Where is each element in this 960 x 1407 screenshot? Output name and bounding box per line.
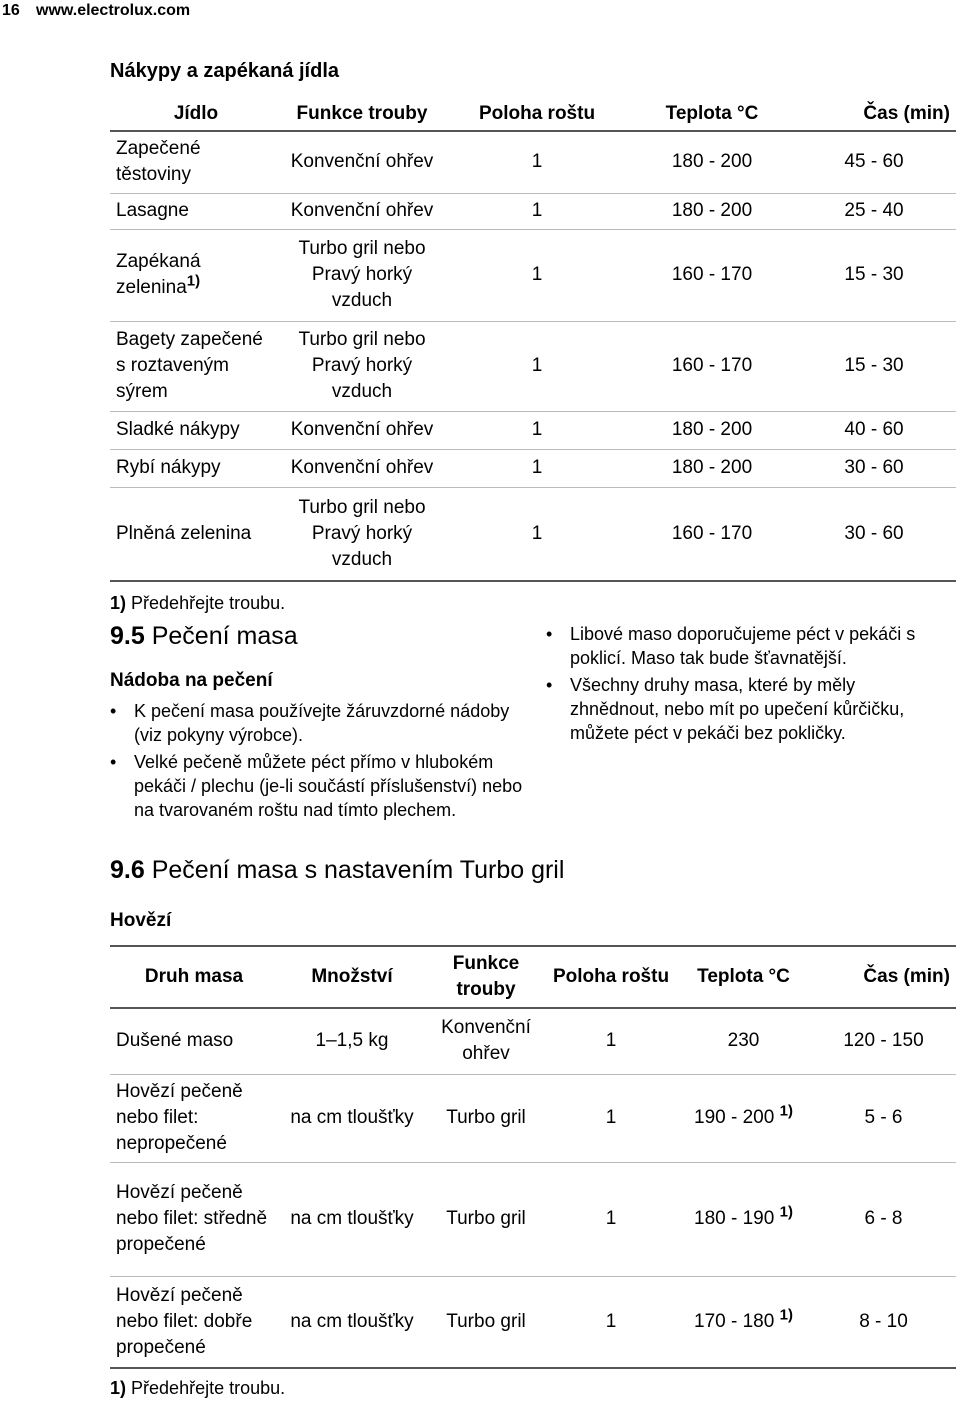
shelf-cell: 1 xyxy=(531,419,543,440)
column-header: Množství xyxy=(311,966,393,987)
table-row xyxy=(110,229,956,321)
food-cell xyxy=(110,229,282,321)
bullet-marker: • xyxy=(110,752,117,772)
function-cell: Turbo gril xyxy=(446,1310,526,1332)
food-cell: Rybí nákypy xyxy=(116,457,221,478)
list-item xyxy=(546,673,946,745)
section-number: 9.5 xyxy=(110,622,145,650)
shelf-cell: 1 xyxy=(531,355,543,376)
bullet-list-right xyxy=(546,622,946,748)
time-cell: 8 - 10 xyxy=(859,1310,908,1332)
column-header: Čas (min) xyxy=(863,966,950,987)
footnote-marker: 1) xyxy=(110,593,127,613)
section-title-bakes: Nákypy a zapékaná jídla xyxy=(110,60,340,82)
quantity-cell: na cm tloušťky xyxy=(290,1208,414,1229)
food-cell: Bagety zapečené s roztaveným sýrem xyxy=(116,329,263,402)
quantity-cell: na cm tloušťky xyxy=(290,1310,414,1332)
shelf-cell: 1 xyxy=(605,1208,617,1229)
bullet-marker: • xyxy=(546,675,553,695)
time-cell: 15 - 30 xyxy=(844,264,904,285)
footnote-marker: 1) xyxy=(186,272,201,290)
time-cell: 5 - 6 xyxy=(864,1107,903,1128)
time-cell: 45 - 60 xyxy=(844,151,904,173)
meat-cell: Hovězí pečeně nebo filet: dobře propečené xyxy=(116,1284,253,1358)
time-cell: 30 - 60 xyxy=(844,522,904,544)
food-label: Zapékaná zelenina xyxy=(116,251,201,298)
subsection-title-beef: Hovězí xyxy=(110,910,172,931)
list-item xyxy=(110,750,530,822)
time-cell: 15 - 30 xyxy=(844,355,904,376)
meat-cell: Hovězí pečeně nebo filet: nepropečené xyxy=(116,1081,243,1154)
list-item-text: Velké pečeně můžete péct přímo v hlubokém pekáči / plechu (je-li součástí příslušenství) nebo na tvarovaném roštu nad tímto plechem. xyxy=(134,752,523,820)
shelf-cell: 1 xyxy=(605,1310,617,1332)
temp-cell xyxy=(676,1008,811,1074)
column-header: Teplota °C xyxy=(665,102,759,124)
quantity-cell: 1–1,5 kg xyxy=(315,1030,389,1052)
column-header: Jídlo xyxy=(173,102,219,124)
temp-cell: 160 - 170 xyxy=(671,264,753,285)
temp-cell: 180 - 200 xyxy=(671,419,753,440)
food-cell: Lasagne xyxy=(116,200,189,221)
function-cell: Konvenční ohřev xyxy=(290,151,434,173)
column-header: Poloha roštu xyxy=(478,102,596,124)
temp-cell xyxy=(676,1276,811,1368)
list-item xyxy=(110,699,530,747)
section-title: Pečení masa s nastavením Turbo gril xyxy=(151,856,565,884)
time-cell: 120 - 150 xyxy=(843,1030,924,1052)
bullet-marker: • xyxy=(110,701,117,721)
shelf-cell: 1 xyxy=(605,1030,617,1052)
column-header: Funkce trouby xyxy=(452,953,520,1000)
column-header: Teplota °C xyxy=(697,966,790,987)
shelf-cell: 1 xyxy=(531,151,543,173)
time-cell: 6 - 8 xyxy=(864,1208,903,1229)
section-heading-turbo xyxy=(110,856,564,885)
temp-value: 230 xyxy=(727,1030,760,1052)
footnote-marker: 1) xyxy=(779,1203,793,1221)
table-row xyxy=(110,193,956,229)
footnote-text: Předehřejte troubu. xyxy=(131,1378,286,1398)
shelf-cell: 1 xyxy=(531,457,543,478)
shelf-cell: 1 xyxy=(531,522,543,544)
list-item-text: Všechny druhy masa, které by měly zhnědnout, nebo mít po upečení kůrčičku, můžete péct v pekáči bez pokličky. xyxy=(570,675,905,743)
footnote-marker: 1) xyxy=(779,1102,793,1120)
footnote-text: Předehřejte troubu. xyxy=(131,593,286,613)
shelf-cell: 1 xyxy=(531,264,543,285)
function-cell: Turbo gril nebo Pravý horký vzduch xyxy=(298,238,426,311)
subsection-title-dish: Nádoba na pečení xyxy=(110,670,273,691)
function-cell: Turbo gril nebo Pravý horký vzduch xyxy=(298,496,426,570)
time-cell: 25 - 40 xyxy=(844,200,904,221)
table-row xyxy=(110,487,956,581)
food-cell: Sladké nákypy xyxy=(116,419,240,440)
quantity-cell: na cm tloušťky xyxy=(290,1107,414,1128)
footnote xyxy=(110,1378,285,1399)
bullet-marker: • xyxy=(546,624,553,644)
list-item-text: Libové maso doporučujeme péct v pekáči s poklicí. Maso tak bude šťavnatější. xyxy=(570,624,916,668)
temp-cell: 180 - 200 xyxy=(671,457,753,478)
function-cell: Konvenční ohřev xyxy=(290,419,434,440)
column-header: Funkce trouby xyxy=(296,102,428,124)
page-number: 16 xyxy=(2,2,20,19)
function-cell: Turbo gril xyxy=(446,1107,526,1128)
temp-cell xyxy=(676,1074,811,1162)
website-url: www.electrolux.com xyxy=(36,2,191,19)
temp-value: 180 - 190 xyxy=(694,1208,775,1229)
temp-value: 170 - 180 xyxy=(694,1310,775,1332)
table-header-row xyxy=(110,97,956,131)
time-cell: 40 - 60 xyxy=(844,419,904,440)
temp-cell: 180 - 200 xyxy=(671,151,753,173)
list-item-text: K pečení masa používejte žáruvzdorné nádoby (viz pokyny výrobce). xyxy=(134,701,510,745)
shelf-cell: 1 xyxy=(531,200,543,221)
column-header: Druh masa xyxy=(144,966,244,987)
section-title: Pečení masa xyxy=(151,622,298,650)
function-cell: Konvenční ohřev xyxy=(290,200,434,221)
column-header: Poloha roštu xyxy=(552,966,670,987)
shelf-cell: 1 xyxy=(605,1107,617,1128)
function-cell: Turbo gril xyxy=(446,1208,526,1229)
beef-table xyxy=(110,945,956,1369)
temp-cell xyxy=(676,1162,811,1276)
section-heading-roasting xyxy=(110,622,298,651)
time-cell: 30 - 60 xyxy=(844,457,904,478)
food-cell: Plněná zelenina xyxy=(116,522,252,544)
function-cell: Konvenční ohřev xyxy=(290,457,434,478)
section-number: 9.6 xyxy=(110,856,145,884)
table-row xyxy=(110,1276,956,1368)
temp-cell: 160 - 170 xyxy=(671,522,753,544)
bakes-table xyxy=(110,97,956,582)
temp-value: 190 - 200 xyxy=(694,1107,775,1128)
table-row xyxy=(110,449,956,487)
table-row xyxy=(110,1008,956,1074)
table-header-row xyxy=(110,946,956,1008)
temp-cell: 160 - 170 xyxy=(671,355,753,376)
meat-cell: Hovězí pečeně nebo filet: středně propečené xyxy=(116,1182,268,1255)
footnote xyxy=(110,593,285,614)
temp-cell: 180 - 200 xyxy=(671,200,753,221)
table-row xyxy=(110,1162,956,1276)
bullet-list-left xyxy=(110,699,530,825)
list-item xyxy=(546,622,946,670)
table-row xyxy=(110,411,956,449)
food-cell: Zapečené těstoviny xyxy=(116,138,201,186)
table-row xyxy=(110,321,956,411)
footnote-marker: 1) xyxy=(110,1378,127,1398)
column-header: Čas (min) xyxy=(863,102,950,124)
table-row xyxy=(110,1074,956,1162)
function-cell: Konvenční ohřev xyxy=(441,1017,531,1065)
meat-cell: Dušené maso xyxy=(116,1030,234,1052)
table-row xyxy=(110,131,956,193)
function-cell: Turbo gril nebo Pravý horký vzduch xyxy=(298,329,426,402)
footnote-marker: 1) xyxy=(779,1306,793,1324)
